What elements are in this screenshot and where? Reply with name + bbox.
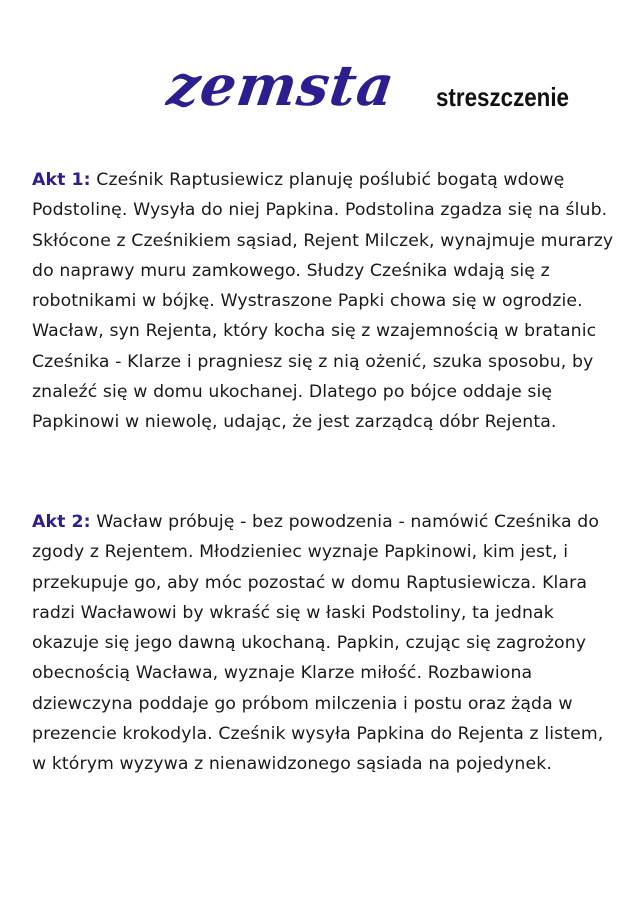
act-2-label: Akt 2: (32, 512, 91, 532)
page-subtitle: streszczenie (436, 82, 570, 112)
page-title: zemsta (163, 53, 400, 119)
act-1-text: Cześnik Raptusiewicz planuję poślubić bogatą wdowę Podstolinę. Wysyła do niej Papkina. Podstolina zgadza się na ślub. Skłócone z Cześnikiem sąsiad, Rejent Milczek, wynajmuje murarzy do naprawy muru zamkowego. Słudzy Cześnika wdają się z robotnikami w bójkę. Wystraszone Papki chowa się w ogrodzie. Wacław, syn Rejenta, który kocha się z wzajemnością w bratanic Cześnika - Klarze i pragniesz się z nią ożenić, szuka sposobu, by znaleźć się w domu ukochanej. Dlatego po bójce oddaje się Papkinowi w niewolę, udając, że jest zarządcą dóbr Rejenta. (32, 170, 614, 433)
act-1-label: Akt 1: (32, 170, 91, 190)
act-2-paragraph (32, 507, 617, 780)
act-2-text: Wacław próbuję - bez powodzenia - namówić Cześnika do zgody z Rejentem. Młodzieniec wyznaje Papkinowi, kim jest, i przekupuje go, aby móc pozostać w domu Raptusiewicza. Klara radzi Wacławowi by wkraść się w łaski Podstoliny, ta jednak okazuje się jego dawną ukochaną. Papkin, czując się zagrożony obecnością Wacława, wyznaje Klarze miłość. Rozbawiona dziewczyna poddaje go próbom milczenia i postu oraz żąda w prezencie krokodyla. Cześnik wysyła Papkina do Rejenta z listem, w którym wyzywa z nienawidzonego sąsiada na pojedynek. (32, 512, 604, 775)
act-1-paragraph (32, 165, 617, 438)
